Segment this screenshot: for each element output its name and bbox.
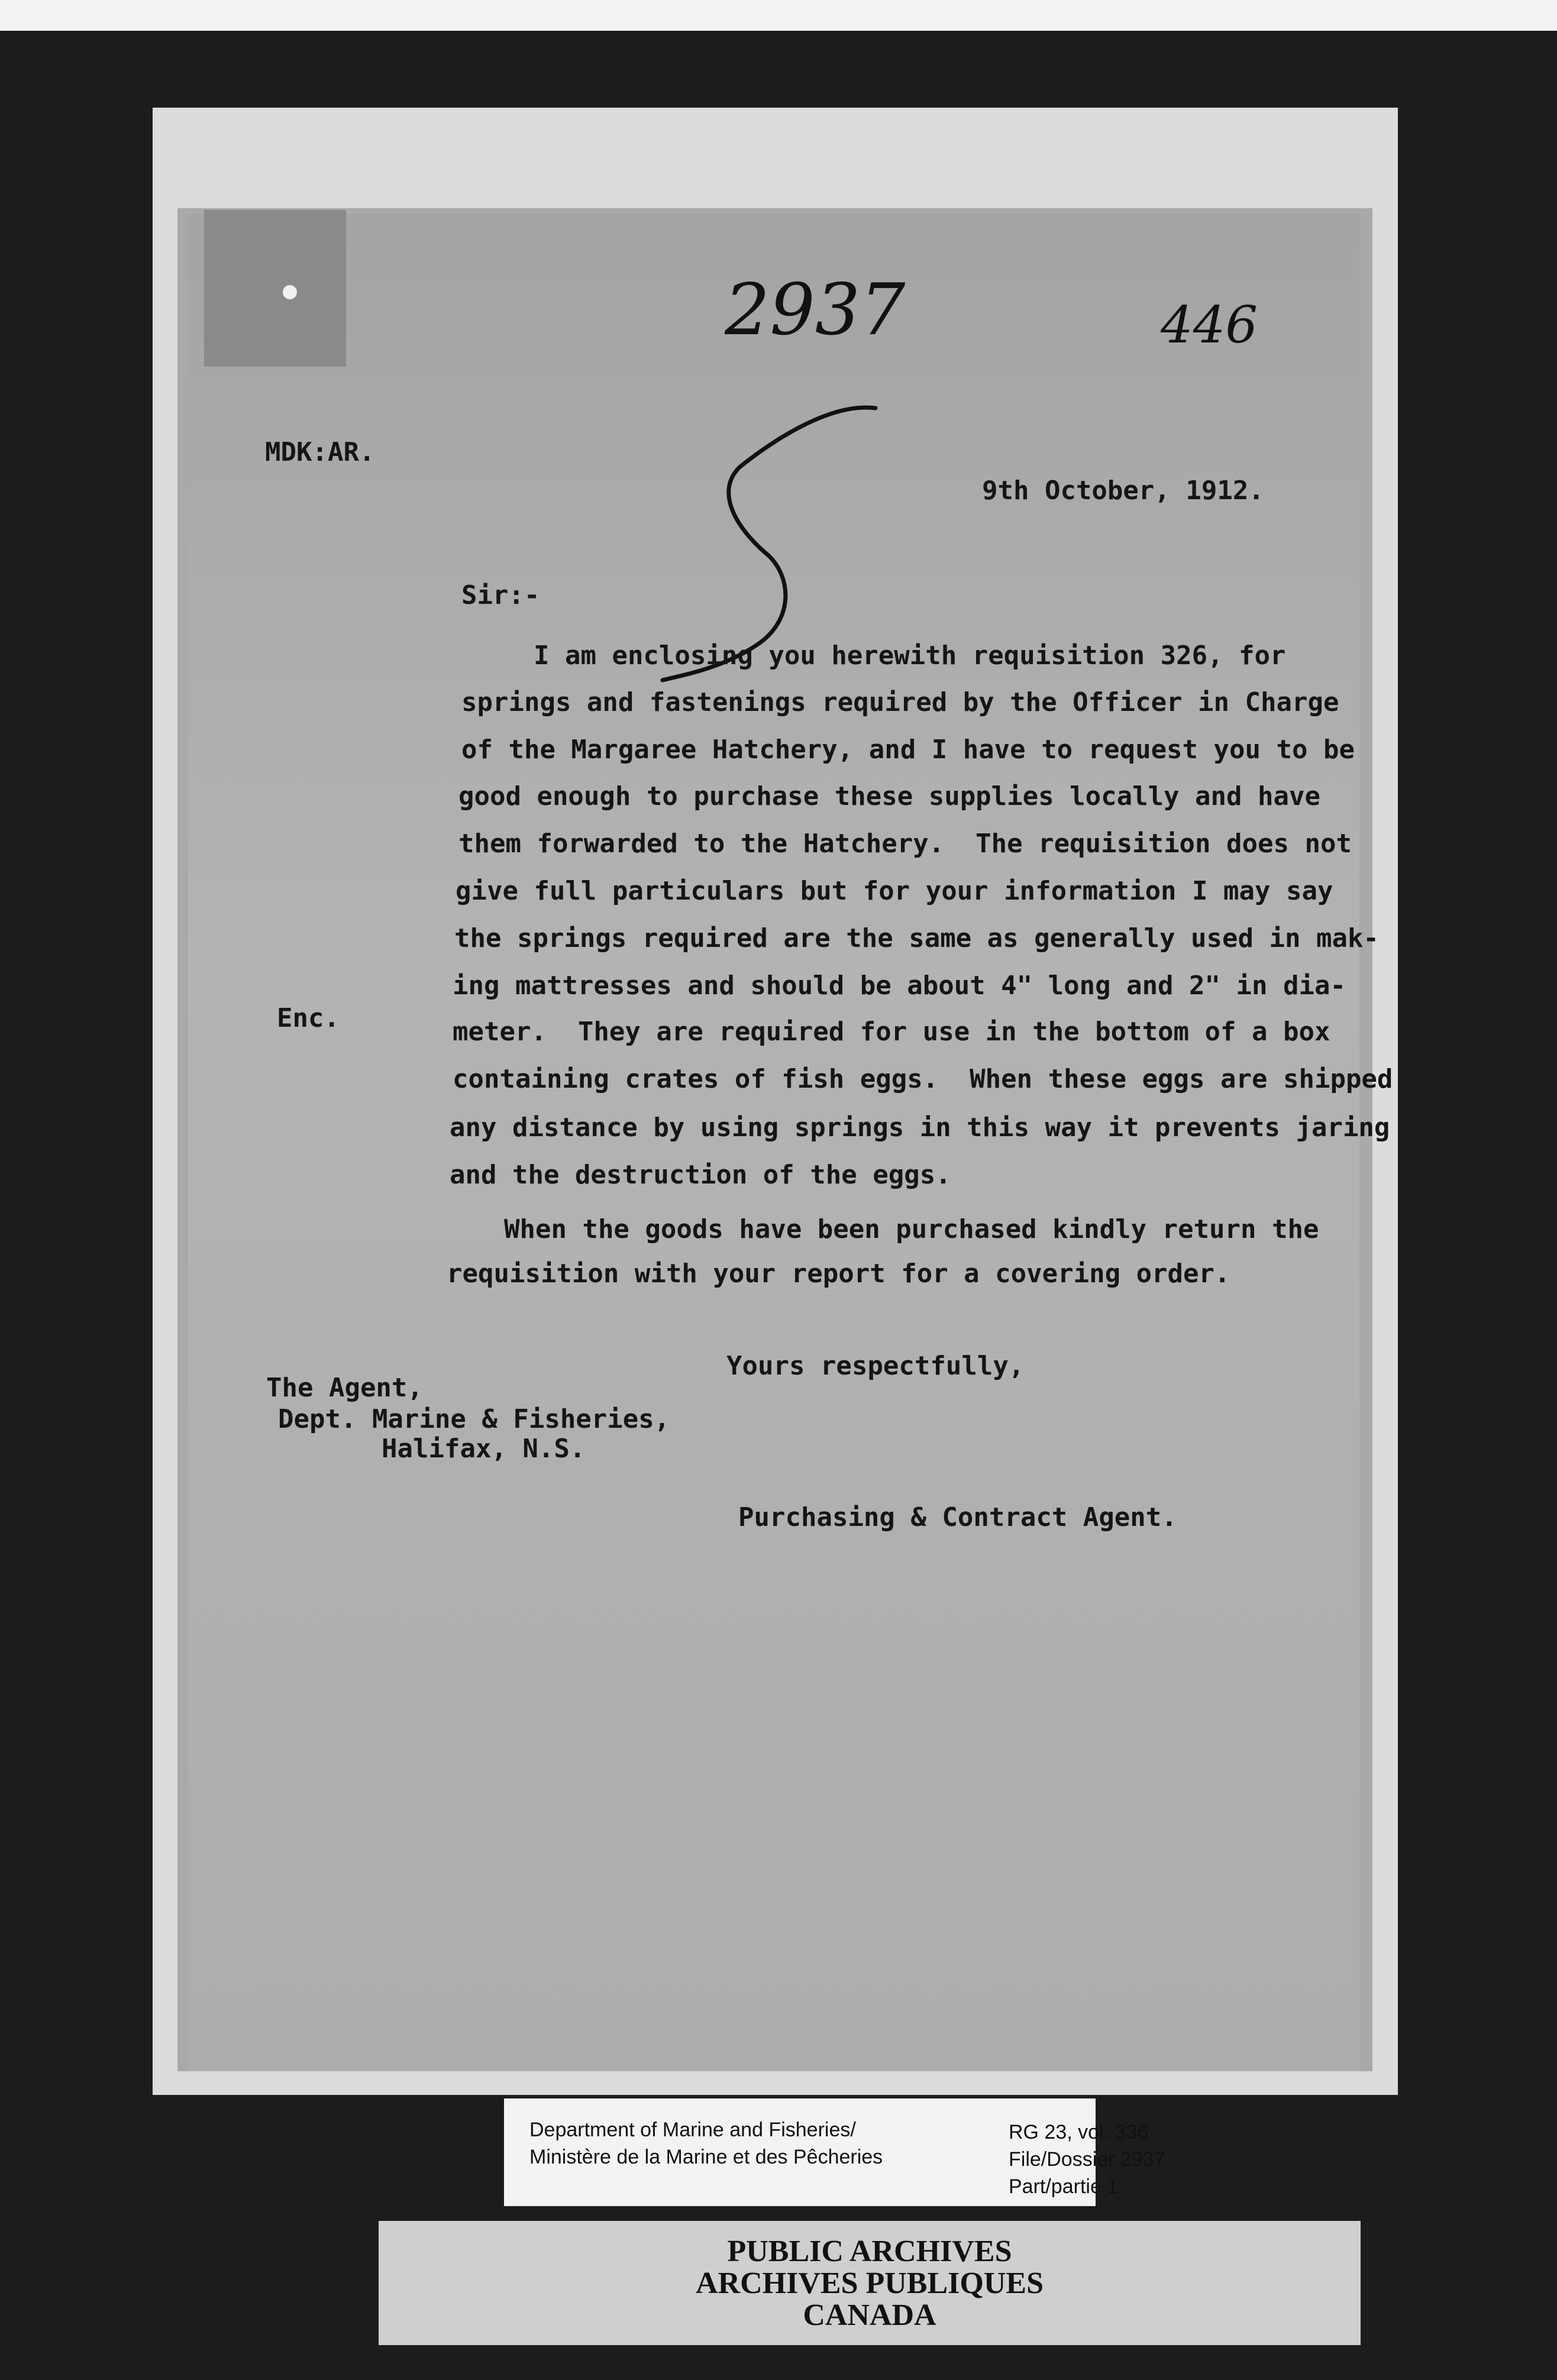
body-line: them forwarded to the Hatchery. The requisition does not [458,829,1352,859]
archive-dept-en: Department of Marine and Fisheries/ [529,2119,856,2141]
letter-date: 9th October, 1912. [982,476,1264,506]
salutation: Sir:- [461,580,540,610]
body-line: of the Margaree Hatchery, and I have to request you to be [461,735,1355,765]
file-number-annotation: 2937 [725,269,906,351]
body-line: meter. They are required for use in the bottom of a box [453,1017,1330,1047]
enclosure-note: Enc. [277,1003,340,1033]
recipient-dept: Dept. Marine & Fisheries, [278,1404,670,1434]
signature-title: Purchasing & Contract Agent. [738,1502,1177,1532]
body-line: containing crates of fish eggs. When these eggs are shipped [453,1064,1393,1094]
stamp-line-2: ARCHIVES PUBLIQUES [695,2266,1044,2300]
archive-dept-fr: Ministère de la Marine et des Pêcheries [529,2146,883,2168]
body-line: springs and fastenings required by the Officer in Charge [461,687,1339,717]
film-top-edge [0,0,1557,31]
page-number-annotation: 446 [1161,296,1258,355]
stamp-line-3: CANADA [803,2298,936,2332]
reference-code: MDK:AR. [265,437,375,467]
tape-patch [204,210,346,367]
body-line: good enough to purchase these supplies locally and have [458,781,1320,811]
archive-part: Part/partie 1 [1009,2175,1119,2198]
archive-file: File/Dossier 2937 [1009,2148,1165,2171]
body-line: I am enclosing you herewith requisition 326, for [534,641,1286,671]
recipient-title: The Agent, [266,1373,423,1403]
body-line: requisition with your report for a covering order. [447,1259,1230,1289]
punch-hole-icon [283,285,297,299]
closing: Yours respectfully, [726,1351,1025,1381]
body-line: ing mattresses and should be about 4" long and 2" in dia- [453,971,1346,1001]
body-line: and the destruction of the eggs. [450,1160,951,1190]
archive-record-group: RG 23, vol. 336 [1009,2121,1149,2143]
archive-stamp [379,2221,1361,2345]
recipient-city: Halifax, N.S. [382,1434,586,1464]
stamp-line-1: PUBLIC ARCHIVES [727,2235,1012,2268]
body-line: When the goods have been purchased kindly return the [504,1214,1319,1244]
body-line: the springs required are the same as generally used in mak- [454,923,1379,953]
body-line: give full particulars but for your information I may say [456,876,1333,906]
body-line: any distance by using springs in this way it prevents jaring [450,1113,1390,1143]
